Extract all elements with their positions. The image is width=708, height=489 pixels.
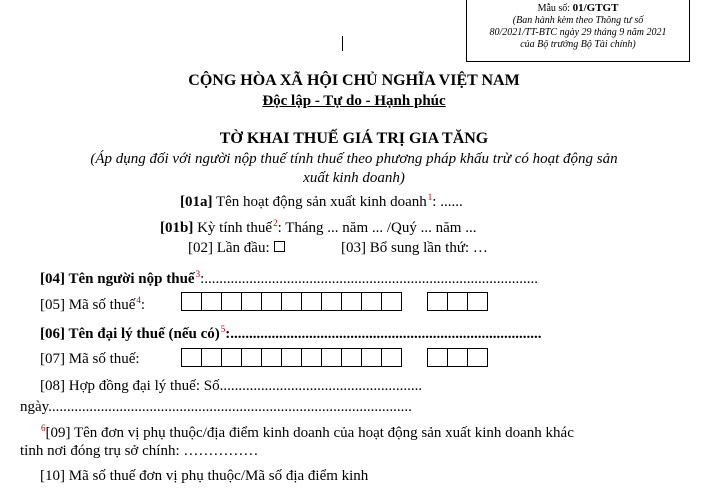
footnote-4: 4 (136, 295, 141, 305)
footnote-3: 3 (195, 269, 201, 279)
contract-number-input[interactable]: ...................................................... (219, 378, 423, 394)
field-03[interactable]: [03] Bổ sung lần thứ: … (341, 240, 488, 256)
footnote-1: 1 (427, 192, 433, 202)
field-04 (40, 269, 538, 288)
field-05-label: [05] Mã số thuế (40, 297, 136, 313)
field-01a (180, 192, 463, 211)
first-time-checkbox[interactable] (274, 241, 285, 252)
field-02 (188, 240, 285, 257)
field-05-colon: : (140, 297, 146, 313)
agent-name-input[interactable]: :................................................................................... (225, 326, 542, 342)
field-09-line-2[interactable]: tỉnh nơi đóng trụ sở chính: …………… (20, 443, 259, 459)
field-09-text: [09] Tên đơn vị phụ thuộc/địa điểm kinh doanh của hoạt động sản xuất kinh doanh khác (45, 425, 574, 441)
footnote-5: 5 (220, 324, 226, 334)
agent-tax-code-boxes[interactable] (182, 348, 402, 369)
form-code-label: Mẫu số: (537, 3, 573, 14)
field-08-label: [08] Hợp đồng đại lý thuế: Số (40, 378, 220, 394)
field-02-label: [02] Lần đầu: (188, 240, 270, 256)
field-06-label: [06] Tên đại lý thuế (nếu có) (40, 326, 220, 342)
issued-line-2: 80/2021/TT-BTC ngày 29 tháng 9 năm 2021 (489, 27, 667, 38)
subtitle-line-2: xuất kinh doanh) (303, 170, 405, 186)
issued-line-1: (Ban hành kèm theo Thông tư số (512, 15, 644, 26)
field-01b-value[interactable]: : Tháng ... năm ... /Quý ... năm ... (277, 220, 477, 236)
field-01a-code: [01a] (180, 194, 213, 210)
field-01b (160, 218, 476, 237)
contract-date-input[interactable]: ngày................................................................................................. (20, 399, 412, 415)
tax-code-suffix-boxes[interactable] (428, 292, 488, 313)
form-code-box (466, 0, 690, 62)
text-cursor (342, 36, 343, 51)
field-09-line-1 (40, 423, 574, 442)
field-05 (40, 295, 145, 314)
form-title: TỜ KHAI THUẾ GIÁ TRỊ GIA TĂNG (219, 130, 489, 147)
field-06 (40, 324, 541, 343)
taxpayer-name-input[interactable]: :......................................................................................... (200, 271, 538, 287)
subtitle-line-1: (Áp dụng đối với người nộp thuế tính thuế theo phương pháp khấu trừ có hoạt động sản (90, 151, 618, 167)
field-01a-label: Tên hoạt động sản xuất kinh doanh (212, 194, 427, 210)
field-07-label: [07] Mã số thuế: (40, 351, 140, 367)
footnote-6: 6 (41, 423, 46, 433)
field-01b-code: [01b] (160, 220, 194, 236)
field-04-label: [04] Tên người nộp thuế (40, 271, 195, 287)
country-heading: CỘNG HÒA XÃ HỘI CHỦ NGHĨA VIỆT NAM (188, 72, 520, 89)
agent-tax-code-suffix-boxes[interactable] (428, 348, 488, 369)
motto-text: Độc lập - Tự do - Hạnh phúc (262, 93, 446, 109)
field-01b-label: Kỳ tính thuế (193, 220, 273, 236)
motto (0, 93, 708, 110)
field-01a-value[interactable]: : ...... (432, 194, 463, 210)
tax-code-boxes[interactable] (182, 292, 402, 313)
issued-line-3: của Bộ trưởng Bộ Tài chính) (520, 39, 636, 50)
field-08 (40, 378, 422, 395)
field-10: [10] Mã số thuế đơn vị phụ thuộc/Mã số địa điểm kinh (40, 468, 369, 484)
form-code: 01/GTGT (572, 2, 619, 14)
footnote-2: 2 (273, 218, 278, 228)
